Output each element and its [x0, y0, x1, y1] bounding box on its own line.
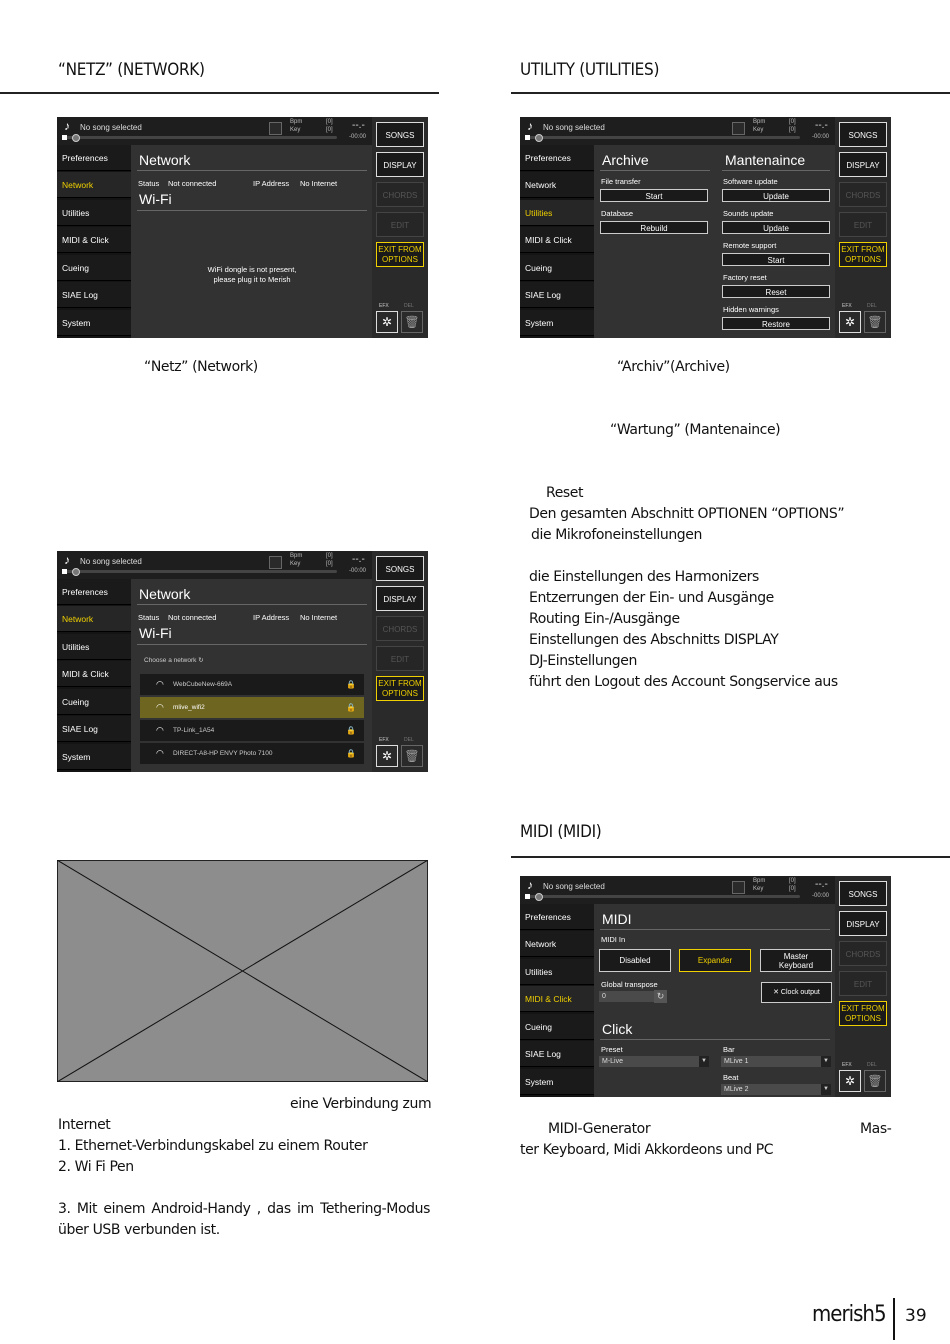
sidebar-item-system[interactable]: System	[520, 1069, 594, 1095]
lock-icon: 🔒	[346, 680, 356, 689]
stop-icon	[525, 894, 530, 899]
brand-logo: merish5	[812, 1302, 886, 1327]
wifi-network-row[interactable]: ◠ DIRECT-A8-HP ENVY Photo 7100 🔒	[140, 743, 364, 764]
magic-wand-icon[interactable]: ✲	[839, 311, 861, 333]
utility-line: Routing Ein-/Ausgänge	[529, 611, 680, 627]
midi-in-expander-button[interactable]: Expander	[679, 949, 751, 972]
hidden-warnings-restore-button[interactable]: Restore	[722, 317, 830, 330]
mantenaince-title: Mantenaince	[725, 152, 806, 168]
list-icon[interactable]	[269, 556, 282, 569]
bpm-key-labels: Bpm Key	[753, 878, 766, 892]
progress-handle[interactable]	[535, 893, 543, 901]
lock-icon: 🔒	[346, 703, 356, 712]
wifi-title: Wi-Fi	[139, 191, 172, 207]
exit-options-button[interactable]: EXIT FROM OPTIONS	[376, 242, 424, 267]
sounds-update-label: Sounds update	[723, 209, 774, 218]
sidebar-item-preferences[interactable]: Preferences	[57, 145, 131, 171]
reset-heading: Reset	[546, 485, 584, 501]
wifi-dongle-message: WiFi dongle is not present, please plug it to Merish	[207, 265, 297, 284]
display-button[interactable]: DISPLAY	[376, 152, 424, 177]
right-button-column	[835, 876, 891, 1097]
bpm-key-values: [0] [0]	[326, 119, 333, 133]
options-sidebar	[57, 145, 131, 338]
page-number: 39	[905, 1306, 927, 1326]
archive-title: Archive	[602, 152, 649, 168]
song-status: No song selected	[80, 557, 142, 566]
sidebar-item-utilities[interactable]: Utilities	[520, 959, 594, 985]
progress-handle[interactable]	[72, 568, 80, 576]
bar-select[interactable]: MLive 1 ▼	[721, 1056, 831, 1067]
utility-line: Entzerrungen der Ein- und Ausgänge	[529, 590, 774, 606]
tempo-readout: --.-	[352, 120, 365, 131]
efx-label: EFX	[379, 303, 389, 309]
screenshot-network-wifi-list	[57, 551, 428, 772]
sidebar-item-preferences[interactable]: Preferences	[520, 145, 594, 171]
songs-button[interactable]: SONGS	[839, 122, 887, 147]
heading-midi: MIDI (MIDI)	[520, 822, 602, 842]
network-text-line: Internet	[58, 1117, 111, 1133]
top-bar	[520, 117, 835, 145]
wifi-title: Wi-Fi	[139, 625, 172, 641]
sidebar-item-midi-click[interactable]: MIDI & Click	[520, 986, 594, 1012]
heading-utility: UTILITY (UTILITIES)	[520, 60, 660, 80]
sidebar-item-network[interactable]: Network	[520, 172, 594, 198]
right-button-column	[372, 551, 428, 772]
efx-label: EFX	[842, 303, 852, 309]
chords-button[interactable]: CHORDS	[376, 182, 424, 207]
stop-icon	[62, 135, 67, 140]
utility-line: die Mikrofoneinstellungen	[531, 527, 702, 543]
caption-archiv: “Archiv”(Archive)	[617, 359, 730, 375]
sidebar-item-utilities[interactable]: Utilities	[520, 200, 594, 226]
utility-line: führt den Logout des Account Songservice aus	[529, 674, 838, 690]
ip-value: No Internet	[300, 613, 338, 622]
network-list-item: 1. Ethernet-Verbindungskabel zu einem Router	[58, 1138, 368, 1154]
status-value: Not connected	[168, 613, 217, 622]
divider	[137, 644, 367, 645]
midi-text-line: MIDI-Generator	[548, 1121, 651, 1137]
heading-rule	[511, 92, 950, 94]
lock-icon: 🔒	[346, 726, 356, 735]
divider	[137, 170, 367, 171]
del-label: DEL	[404, 737, 414, 743]
list-icon[interactable]	[732, 881, 745, 894]
status-label: Status	[138, 179, 160, 188]
del-label: DEL	[867, 303, 877, 309]
stop-icon	[525, 135, 530, 140]
sidebar-item-midi-click[interactable]: MIDI & Click	[57, 227, 131, 253]
top-bar	[57, 551, 372, 579]
tempo-readout: --.-	[815, 879, 828, 890]
music-note-icon: ♪	[527, 119, 533, 133]
right-button-column	[835, 117, 891, 338]
wifi-icon: ◠	[156, 748, 164, 758]
screenshot-midi	[520, 876, 891, 1097]
factory-reset-button[interactable]: Reset	[722, 285, 830, 298]
wifi-icon: ◠	[156, 679, 164, 689]
divider	[600, 1039, 830, 1040]
music-note-icon: ♪	[64, 553, 70, 567]
options-sidebar	[520, 145, 594, 338]
del-label: DEL	[404, 303, 414, 309]
trash-icon[interactable]: 🗑	[864, 1070, 886, 1092]
wifi-network-row[interactable]: ◠ WebCubeNew-669A 🔒	[140, 674, 364, 695]
edit-button[interactable]: EDIT	[376, 646, 424, 671]
network-title: Network	[139, 152, 191, 168]
song-status: No song selected	[543, 882, 605, 891]
chords-button[interactable]: CHORDS	[839, 182, 887, 207]
edit-button[interactable]: EDIT	[839, 971, 887, 996]
display-button[interactable]: DISPLAY	[376, 586, 424, 611]
caption-wartung: “Wartung” (Mantenaince)	[610, 422, 781, 438]
songs-button[interactable]: SONGS	[376, 556, 424, 581]
clock-output-toggle[interactable]: ✕ Clock output	[761, 982, 832, 1003]
edit-button[interactable]: EDIT	[839, 212, 887, 237]
ip-value: No Internet	[300, 179, 338, 188]
remote-support-start-button[interactable]: Start	[722, 253, 830, 266]
chevron-down-icon: ▼	[821, 1056, 831, 1067]
bar-label: Bar	[723, 1045, 735, 1054]
top-bar	[57, 117, 372, 145]
file-transfer-label: File transfer	[601, 177, 641, 186]
status-label: Status	[138, 613, 160, 622]
wifi-network-row-selected[interactable]: ◠ mlive_wifi2 🔒	[140, 697, 364, 718]
midi-in-master-keyboard-button[interactable]: Master Keyboard	[760, 949, 832, 972]
exit-options-button[interactable]: EXIT FROM OPTIONS	[376, 676, 424, 701]
global-transpose-label: Global transpose	[601, 980, 658, 989]
footer-divider	[893, 1298, 895, 1340]
right-button-column	[372, 117, 428, 338]
bpm-key-labels: Bpm Key	[753, 119, 766, 133]
database-rebuild-button[interactable]: Rebuild	[600, 221, 708, 234]
midi-text-line: ter Keyboard, Midi Akkordeons und PC	[520, 1142, 774, 1158]
sidebar-item-utilities[interactable]: Utilities	[57, 200, 131, 226]
sidebar-item-cueing[interactable]: Cueing	[520, 255, 594, 281]
time-readout: -00:00	[812, 893, 830, 899]
divider	[600, 170, 710, 171]
stop-icon	[62, 569, 67, 574]
sidebar-item-siae-log[interactable]: SIAE Log	[57, 716, 131, 742]
bpm-key-labels: Bpm Key	[290, 553, 303, 567]
chords-button[interactable]: CHORDS	[839, 941, 887, 966]
software-update-label: Software update	[723, 177, 778, 186]
sidebar-item-system[interactable]: System	[57, 744, 131, 770]
magic-wand-icon[interactable]: ✲	[376, 745, 398, 767]
hidden-warnings-label: Hidden warnings	[723, 305, 779, 314]
sidebar-item-network[interactable]: Network	[520, 931, 594, 957]
chevron-down-icon: ▼	[699, 1056, 709, 1067]
refresh-icon[interactable]: ↻	[198, 657, 204, 664]
image-placeholder	[57, 860, 428, 1082]
bpm-key-values: [0] [0]	[326, 553, 333, 567]
beat-label: Beat	[723, 1073, 739, 1082]
trash-icon[interactable]: 🗑	[401, 311, 423, 333]
wifi-icon: ◠	[156, 725, 164, 735]
music-note-icon: ♪	[527, 878, 533, 892]
edit-button[interactable]: EDIT	[376, 212, 424, 237]
tempo-readout: --.-	[815, 120, 828, 131]
beat-select[interactable]: MLive 2 ▼	[721, 1084, 831, 1095]
sidebar-item-network[interactable]: Network	[57, 172, 131, 198]
utility-line: DJ-Einstellungen	[529, 653, 637, 669]
magic-wand-icon[interactable]: ✲	[376, 311, 398, 333]
exit-options-button[interactable]: EXIT FROM OPTIONS	[839, 1001, 887, 1026]
remote-support-label: Remote support	[723, 241, 777, 250]
screenshot-utilities	[520, 117, 891, 338]
progress-handle[interactable]	[535, 134, 543, 142]
screenshot-network-nodongle	[57, 117, 428, 338]
song-status: No song selected	[543, 123, 605, 132]
ip-label: IP Address	[253, 613, 290, 622]
progress-bar[interactable]	[62, 136, 337, 139]
midi-text-line: Mas-	[860, 1121, 892, 1137]
network-list-item: 3. Mit einem Android-Handy , das im Tethering-Modus	[58, 1201, 430, 1217]
global-transpose-field[interactable]: 0	[599, 991, 654, 1002]
reset-transpose-icon[interactable]: ↻	[654, 990, 667, 1003]
progress-bar[interactable]	[525, 895, 800, 898]
caption-netz: “Netz” (Network)	[144, 359, 258, 375]
midi-title: MIDI	[602, 911, 632, 927]
bpm-key-values: [0] [0]	[789, 119, 796, 133]
display-button[interactable]: DISPLAY	[839, 152, 887, 177]
preset-label: Preset	[601, 1045, 623, 1054]
sidebar-item-cueing[interactable]: Cueing	[520, 1014, 594, 1040]
sidebar-item-network[interactable]: Network	[57, 606, 131, 632]
sidebar-item-system[interactable]: System	[57, 310, 131, 336]
divider	[137, 210, 367, 211]
progress-bar[interactable]	[525, 136, 800, 139]
status-value: Not connected	[168, 179, 217, 188]
sidebar-item-siae-log[interactable]: SIAE Log	[520, 1041, 594, 1067]
file-transfer-start-button[interactable]: Start	[600, 189, 708, 202]
sidebar-item-cueing[interactable]: Cueing	[57, 255, 131, 281]
heading-netz: “NETZ” (NETWORK)	[58, 60, 205, 80]
trash-icon[interactable]: 🗑	[401, 745, 423, 767]
efx-label: EFX	[379, 737, 389, 743]
divider	[722, 170, 830, 171]
divider	[137, 604, 367, 605]
lock-icon: 🔒	[346, 749, 356, 758]
exit-options-button[interactable]: EXIT FROM OPTIONS	[839, 242, 887, 267]
heading-rule	[0, 92, 439, 94]
sidebar-item-midi-click[interactable]: MIDI & Click	[57, 661, 131, 687]
network-list-item: über USB verbunden ist.	[58, 1222, 220, 1238]
midi-in-label: MIDI In	[601, 935, 626, 944]
network-title: Network	[139, 586, 191, 602]
click-title: Click	[602, 1021, 633, 1037]
midi-in-disabled-button[interactable]: Disabled	[599, 949, 671, 972]
database-label: Database	[601, 209, 634, 218]
divider	[600, 929, 830, 930]
time-readout: -00:00	[812, 134, 830, 140]
choose-network-label: Choose a network ↻	[144, 657, 204, 664]
list-icon[interactable]	[732, 122, 745, 135]
sidebar-item-preferences[interactable]: Preferences	[520, 904, 594, 930]
factory-reset-label: Factory reset	[723, 273, 767, 282]
placeholder-graphic	[57, 860, 428, 1082]
sidebar-item-midi-click[interactable]: MIDI & Click	[520, 227, 594, 253]
options-sidebar	[57, 579, 131, 772]
wifi-network-row[interactable]: ◠ TP-Link_1A54 🔒	[140, 720, 364, 741]
software-update-button[interactable]: Update	[722, 189, 830, 202]
sidebar-item-siae-log[interactable]: SIAE Log	[520, 282, 594, 308]
list-icon[interactable]	[269, 122, 282, 135]
time-readout: -00:00	[349, 134, 367, 140]
utility-line: Einstellungen des Abschnitts DISPLAY	[529, 632, 779, 648]
wifi-icon: ◠	[156, 702, 164, 712]
sidebar-item-system[interactable]: System	[520, 310, 594, 336]
tempo-readout: --.-	[352, 554, 365, 565]
bpm-key-labels: Bpm Key	[290, 119, 303, 133]
song-status: No song selected	[80, 123, 142, 132]
chevron-down-icon: ▼	[821, 1084, 831, 1095]
sidebar-item-utilities[interactable]: Utilities	[57, 634, 131, 660]
music-note-icon: ♪	[64, 119, 70, 133]
top-bar	[520, 876, 835, 904]
magic-wand-icon[interactable]: ✲	[839, 1070, 861, 1092]
network-text-line: eine Verbindung zum	[290, 1096, 432, 1112]
heading-rule	[511, 856, 950, 858]
del-label: DEL	[867, 1062, 877, 1068]
preset-select[interactable]: M-Live ▼	[599, 1056, 709, 1067]
utility-line: Den gesamten Abschnitt OPTIONEN “OPTIONS”	[529, 506, 845, 522]
songs-button[interactable]: SONGS	[376, 122, 424, 147]
sidebar-item-cueing[interactable]: Cueing	[57, 689, 131, 715]
display-button[interactable]: DISPLAY	[839, 911, 887, 936]
ip-label: IP Address	[253, 179, 290, 188]
progress-handle[interactable]	[72, 134, 80, 142]
time-readout: -00:00	[349, 568, 367, 574]
chords-button[interactable]: CHORDS	[376, 616, 424, 641]
songs-button[interactable]: SONGS	[839, 881, 887, 906]
efx-label: EFX	[842, 1062, 852, 1068]
sounds-update-button[interactable]: Update	[722, 221, 830, 234]
network-list-item: 2. Wi Fi Pen	[58, 1159, 134, 1175]
utility-line: die Einstellungen des Harmonizers	[529, 569, 759, 585]
options-sidebar	[520, 904, 594, 1097]
progress-bar[interactable]	[62, 570, 337, 573]
bpm-key-values: [0] [0]	[789, 878, 796, 892]
sidebar-item-siae-log[interactable]: SIAE Log	[57, 282, 131, 308]
trash-icon[interactable]: 🗑	[864, 311, 886, 333]
sidebar-item-preferences[interactable]: Preferences	[57, 579, 131, 605]
